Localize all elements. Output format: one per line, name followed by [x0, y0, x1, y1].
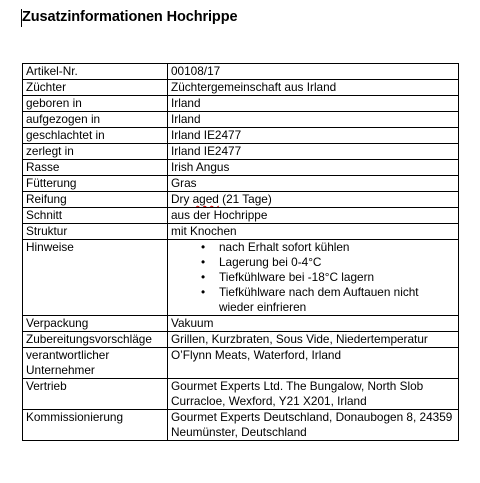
row-value	[168, 192, 459, 208]
notes-list	[171, 240, 455, 315]
row-value: aus der Hochrippe	[168, 208, 459, 224]
row-label: Struktur	[23, 224, 168, 240]
value-prefix: Dry	[171, 192, 193, 206]
row-label: Kommissionierung	[23, 410, 168, 441]
table-row	[23, 96, 459, 112]
row-value: Züchtergemeinschaft aus Irland	[168, 80, 459, 96]
table-row	[23, 128, 459, 144]
row-value: Irland IE2477	[168, 128, 459, 144]
row-label: Zubereitungsvorschläge	[23, 332, 168, 348]
row-value: Grillen, Kurzbraten, Sous Vide, Niedertemperatur	[168, 332, 459, 348]
table-row	[23, 80, 459, 96]
table-row	[23, 112, 459, 128]
info-table	[22, 63, 459, 441]
list-item: • Lagerung bei 0-4°C	[201, 255, 455, 270]
list-item: • nach Erhalt sofort kühlen	[201, 240, 455, 255]
table-row	[23, 348, 459, 379]
row-value: Vakuum	[168, 316, 459, 332]
row-label: Rasse	[23, 160, 168, 176]
row-label: zerlegt in	[23, 144, 168, 160]
row-value: Irland	[168, 96, 459, 112]
row-label: Vertrieb	[23, 379, 168, 410]
table-row	[23, 224, 459, 240]
row-value: Gras	[168, 176, 459, 192]
row-label: Fütterung	[23, 176, 168, 192]
row-value: Gourmet Experts Ltd. The Bungalow, North Slob Curracloe, Wexford, Y21 X201, Irland	[168, 379, 459, 410]
row-value: Irland IE2477	[168, 144, 459, 160]
row-label: verantwortlicher Unternehmer	[23, 348, 168, 379]
row-label: Züchter	[23, 80, 168, 96]
row-label: Verpackung	[23, 316, 168, 332]
row-value: Gourmet Experts Deutschland, Donaubogen 8, 24359 Neumünster, Deutschland	[168, 410, 459, 441]
table-row	[23, 160, 459, 176]
row-value: O’Flynn Meats, Waterford, Irland	[168, 348, 459, 379]
value-suffix: (21 Tage)	[218, 192, 272, 206]
row-label: Reifung	[23, 192, 168, 208]
document-title: Zusatzinformationen Hochrippe	[22, 9, 238, 25]
row-label: Hinweise	[23, 240, 168, 316]
table-row	[23, 332, 459, 348]
table-row	[23, 192, 459, 208]
table-row	[23, 64, 459, 80]
table-row	[23, 240, 459, 316]
list-item: • Tiefkühlware nach dem Auftauen nicht wieder einfrieren	[201, 285, 455, 315]
table-row	[23, 410, 459, 441]
table-row	[23, 379, 459, 410]
row-label: aufgezogen in	[23, 112, 168, 128]
list-item: • Tiefkühlware bei -18°C lagern	[201, 270, 455, 285]
row-value: Irish Angus	[168, 160, 459, 176]
row-label: geboren in	[23, 96, 168, 112]
table-row	[23, 144, 459, 160]
row-value	[168, 240, 459, 316]
spellcheck-marked-word: aged	[192, 192, 219, 206]
row-label: geschlachtet in	[23, 128, 168, 144]
table-row	[23, 176, 459, 192]
table-row	[23, 316, 459, 332]
row-value: Irland	[168, 112, 459, 128]
row-label: Artikel-Nr.	[23, 64, 168, 80]
row-value: mit Knochen	[168, 224, 459, 240]
row-value: 00108/17	[168, 64, 459, 80]
row-label: Schnitt	[23, 208, 168, 224]
table-row	[23, 208, 459, 224]
